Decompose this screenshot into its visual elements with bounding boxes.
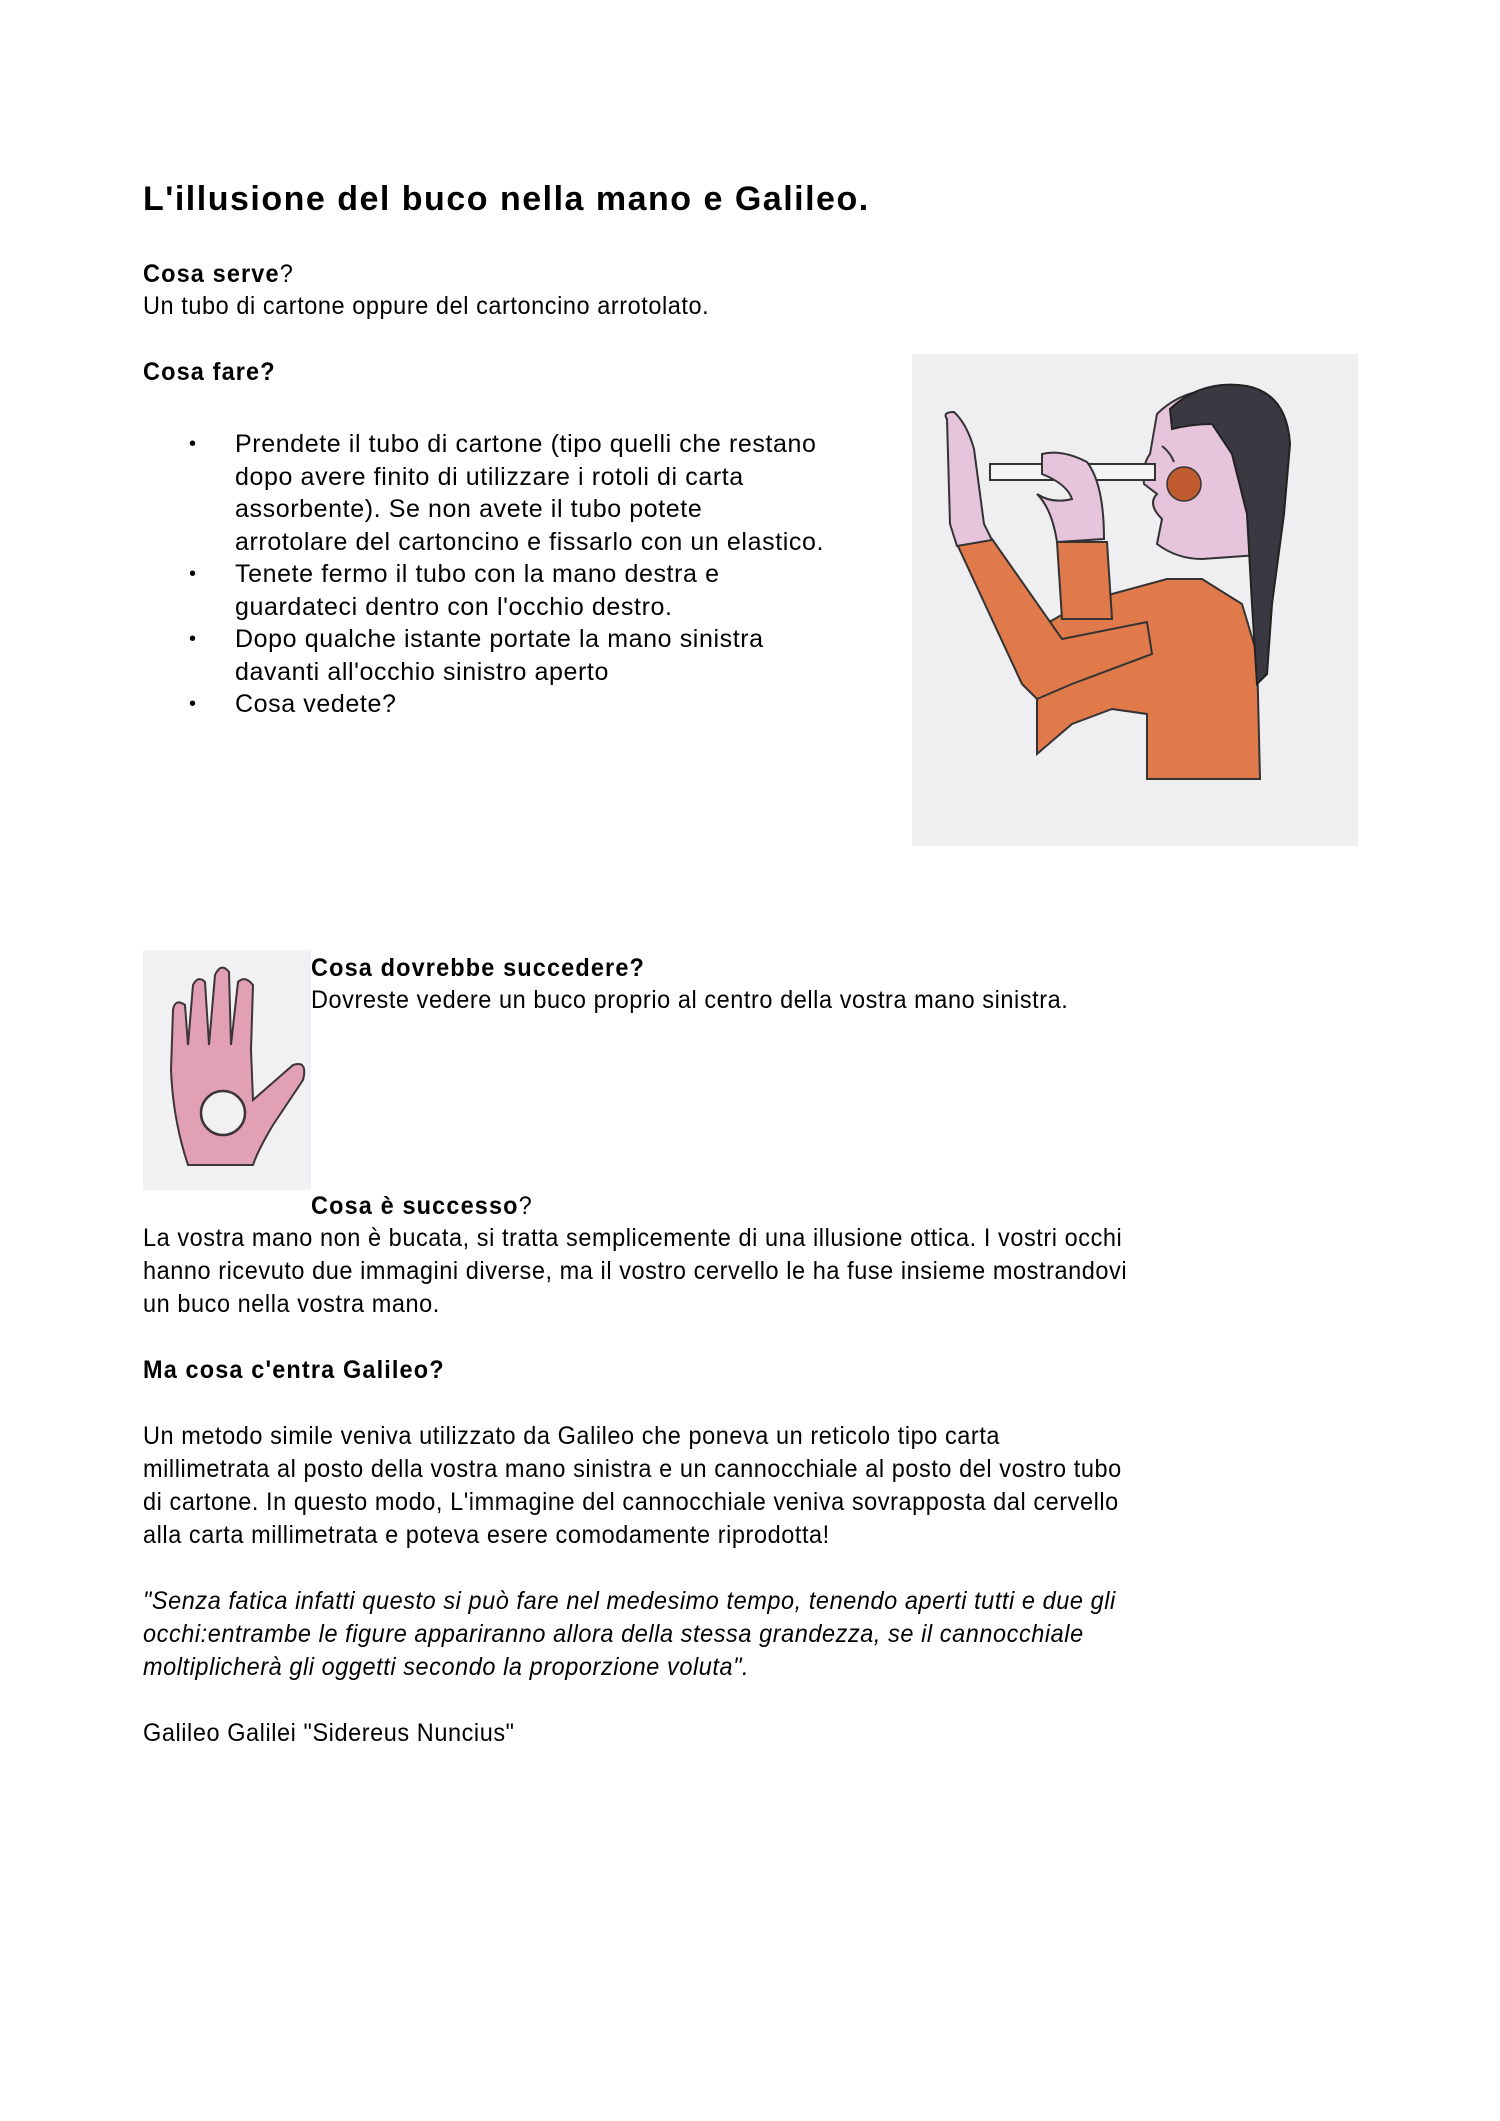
happened-line: hanno ricevuto due immagini diverse, ma il vostro cervello le ha fuse insieme mostrandovi xyxy=(143,1257,1128,1285)
sweater-arm-right xyxy=(1057,542,1112,619)
heading-suffix: ? xyxy=(279,260,294,288)
step-item xyxy=(143,688,923,721)
galileo-line: Un metodo simile veniva utilizzato da Galileo che poneva un reticolo tipo carta xyxy=(143,1422,1001,1450)
quote-line: "Senza fatica infatti questo si può fare nel medesimo tempo, tenendo aperti tutti e due gli xyxy=(143,1587,1116,1615)
quote-line: moltiplicherà gli oggetti secondo la proporzione voluta". xyxy=(143,1653,750,1681)
step-line: davanti all'occhio sinistro aperto xyxy=(235,657,609,686)
section-do-heading: Cosa fare? xyxy=(143,358,276,386)
step-item xyxy=(143,428,923,558)
galileo-line: alla carta millimetrata e poteva esere comodamente riprodotta! xyxy=(143,1521,830,1549)
raised-hand xyxy=(946,412,992,546)
page-title: L'illusione del buco nella mano e Galileo. xyxy=(143,180,870,218)
bullet-icon: • xyxy=(189,628,197,650)
bullet-icon: • xyxy=(189,433,197,455)
happened-line: un buco nella vostra mano. xyxy=(143,1290,440,1318)
quote-line: occhi:entrambe le figure appariranno allora della stessa grandezza, se il cannocchiale xyxy=(143,1620,1084,1648)
cheek xyxy=(1167,467,1201,501)
section-expected-text: Dovreste vedere un buco proprio al centro della vostra mano sinistra. xyxy=(311,986,1069,1014)
step-line: Prendete il tubo di cartone (tipo quelli che restano xyxy=(235,430,817,458)
section-need-text: Un tubo di cartone oppure del cartoncino arrotolato. xyxy=(143,292,710,320)
step-line: guardateci dentro con l'occhio destro. xyxy=(235,592,673,621)
section-expected-heading: Cosa dovrebbe succedere? xyxy=(311,954,646,982)
person-with-tube-illustration xyxy=(912,354,1358,846)
section-need-heading xyxy=(143,258,293,291)
step-line: Cosa vedete? xyxy=(235,690,397,718)
galileo-line: millimetrata al posto della vostra mano sinistra e un cannocchiale al posto del vostro tubo xyxy=(143,1455,1122,1483)
hand-drawing xyxy=(143,950,311,1190)
steps-list xyxy=(143,428,923,721)
step-line: arrotolare del cartoncino e fissarlo con un elastico. xyxy=(235,527,825,556)
bullet-icon: • xyxy=(189,563,197,585)
step-line: assorbente). Se non avete il tubo potete xyxy=(235,495,703,523)
step-item xyxy=(143,623,923,688)
happened-line: La vostra mano non è bucata, si tratta semplicemente di una illusione ottica. I vostri occhi xyxy=(143,1224,1123,1252)
hand-with-hole-illustration xyxy=(143,950,311,1190)
person-drawing xyxy=(912,354,1358,846)
citation: Galileo Galilei "Sidereus Nuncius" xyxy=(143,1719,515,1747)
heading-text: Cosa serve xyxy=(143,260,280,288)
step-line: Tenete fermo il tubo con la mano destra e xyxy=(235,560,720,588)
step-line: Dopo qualche istante portate la mano sinistra xyxy=(235,625,764,653)
hole xyxy=(201,1091,245,1135)
hand-shape xyxy=(171,968,304,1165)
heading-text: Cosa è successo xyxy=(311,1192,519,1220)
step-item xyxy=(143,558,923,623)
section-galileo-heading: Ma cosa c'entra Galileo? xyxy=(143,1356,445,1384)
bullet-icon: • xyxy=(189,693,197,715)
section-happened-heading xyxy=(311,1190,532,1223)
step-line: dopo avere finito di utilizzare i rotoli di carta xyxy=(235,462,744,491)
heading-suffix: ? xyxy=(518,1192,533,1220)
galileo-line: di cartone. In questo modo, L'immagine del cannocchiale veniva sovrapposta dal cervello xyxy=(143,1488,1119,1516)
